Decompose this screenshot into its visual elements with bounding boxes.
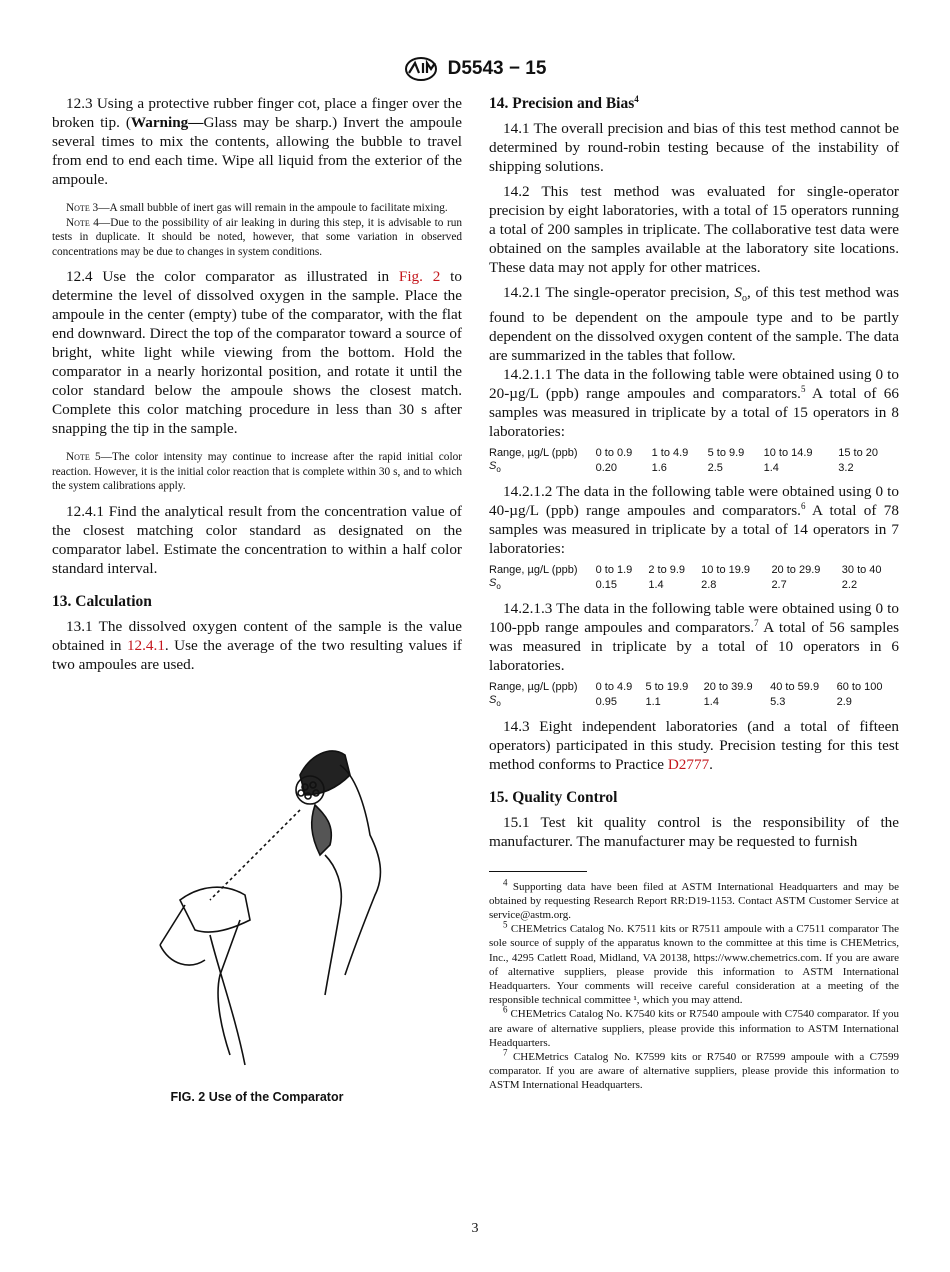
note-4: Note 4—Due to the possibility of air leaking in during this step, it is advisable to run tests in duplicate. It should be noted, however, that some variation in observed concentrations may be due to changes in system conditions. — [52, 216, 463, 258]
range-row: Range, µg/L (ppb) 0 to 4.9 5 to 19.9 20 to 39.9 40 to 59.9 60 to 100 — [489, 681, 899, 694]
so-value-cell: 2.8 — [701, 578, 717, 591]
so-row: $S_o$ 0.20 1.6 2.5 1.4 3.2 — [489, 460, 899, 476]
range-cell: 10 to 19.9 — [701, 564, 751, 577]
so-row: $S_o$ 0.15 1.4 2.8 2.7 2.2 — [489, 577, 899, 593]
right-column — [489, 92, 899, 1093]
so-value-cell: 1.1 — [645, 696, 661, 708]
so-value-cell: 3.2 — [838, 461, 854, 474]
so-value-cell: 1.6 — [651, 461, 667, 474]
range-cell: 2 to 9.9 — [648, 564, 686, 577]
para-14-2-1-3: 14.2.1.3 The data in the following table were obtained using 0 to 100-ppb range ampoules and comparators.$^7$ A total of 56 samples was measured in triplicate by a total of 10 operators in 6 laboratories. — [489, 600, 899, 675]
precision-table-2 — [489, 564, 899, 593]
section-15-heading: 15. Quality Control — [489, 788, 618, 806]
range-cell: 40 to 59.9 — [770, 681, 820, 694]
footnote-5: $^5$ CHEMetrics Catalog No. K7511 kits or R7511 ampoule with a C7511 comparator The sole source of supply of the apparatus known to the committee at this time is CHEMetrics, Inc., 4295 Catlett Road, Midland, VA 20138, https://www.chemetrics.com. If you are aware of alternative suppliers, please provide this information to ASTM International Headquarters. Your comments will receive careful consideration at a meeting of the responsible technical committee ¹, which you may attend. — [489, 919, 900, 1007]
footnote-7: $^7$ CHEMetrics Catalog No. K7599 kits or R7540 or R7599 ampoule with a C7599 comparator. If you are aware of alternative suppliers, please provide this information to ASTM International Headquarters. — [489, 1047, 900, 1092]
para-13-1: 13.1 The dissolved oxygen content of the sample is the value obtained in 12.4.1. Use the average of the two resulting values if two ampoules are used. — [52, 617, 462, 673]
notes-3-4 — [52, 201, 462, 259]
range-row: Range, µg/L (ppb) 0 to 0.9 1 to 4.9 5 to 9.9 10 to 14.9 15 to 20 — [489, 447, 899, 460]
left-column — [52, 92, 462, 680]
so-value-cell: 0.20 — [595, 461, 618, 474]
precision-table-3 — [489, 681, 899, 710]
para-12-4: 12.4 Use the color comparator as illustrated in Fig. 2 to determine the level of dissolved oxygen in the sample. Place the ampoule in the center (empty) tube of the comparator, with the flat end downward. Direct the top of the comparator toward a source of bright, white light while viewing from the bottom. Hold the comparator in a nearly horizontal position, and rotate it until the color standard below the ampoule shows the closest match. Complete this color matching procedure in less than 30 s after snapping the tip in the sample. — [52, 268, 462, 437]
range-cell: 5 to 9.9 — [707, 447, 745, 460]
note-5-block — [52, 450, 462, 494]
section-14-heading: 14. Precision and Bias$^4$ — [489, 93, 639, 112]
range-cell: 30 to 40 — [841, 564, 882, 577]
footnotes — [489, 876, 900, 1093]
designation: D5543 − 15 — [447, 58, 547, 79]
para-14-3: 14.3 Eight independent laboratories (and a total of fifteen operators) participated in this study. Precision testing for this test method conforms to Practice D2777. — [489, 717, 899, 773]
d2777-link[interactable]: D2777 — [667, 755, 710, 773]
so-value-cell: 2.9 — [836, 696, 852, 708]
note-3: Note 3—A small bubble of inert gas will remain in the ampoule to facilitate mixing. — [66, 202, 448, 214]
so-value-cell: 1.4 — [763, 461, 779, 474]
comparator-illustration — [150, 735, 410, 1085]
para-12-4-1: 12.4.1 Find the analytical result from the concentration value of the closest matching color standard as designated on the comparator label. Estimate the concentration to within a half color standard interval. — [52, 502, 462, 577]
so-value-cell: 0.95 — [595, 696, 618, 708]
range-cell: 0 to 0.9 — [595, 447, 633, 460]
para-14-2-1-1: 14.2.1.1 The data in the following table were obtained using 0 to 20-µg/L (ppb) range ampoules and comparators.$^5$ A total of 66 samples was measured in triplicate by a total of 15 operators in 8 laboratories: — [489, 366, 899, 441]
so-value-cell: 2.7 — [771, 578, 787, 591]
para-14-1: 14.1 The overall precision and bias of this test method cannot be determined by round-robin testing because of the instability of shipping solutions. — [489, 120, 899, 175]
range-cell: 15 to 20 — [838, 447, 879, 460]
so-value-cell: 0.15 — [595, 578, 618, 591]
ref-12-4-1-link[interactable]: 12.4.1 — [126, 636, 165, 654]
range-cell: 20 to 29.9 — [771, 564, 821, 577]
so-value-cell: 2.5 — [707, 461, 723, 474]
section-13-heading: 13. Calculation — [52, 592, 152, 610]
footnote-4: $^4$ Supporting data have been filed at ASTM International Headquarters and may be obtained by requesting Research Report RR:D19-1153. Contact ASTM Customer Service at service@astm.org. — [489, 876, 899, 921]
precision-table-1 — [489, 447, 899, 476]
so-value-cell: 2.2 — [841, 578, 858, 591]
so-value-cell: 1.4 — [648, 578, 664, 591]
para-12-3: 12.3 Using a protective rubber finger cot, place a finger over the broken tip. (Warning—Glass may be sharp.) Invert the ampoule several times to mix the contents, allowing the bubble to travel from end to end each time. Wipe all liquid from the exterior of the ampoule. — [52, 95, 462, 188]
so-value-cell: 1.4 — [703, 696, 719, 708]
para-14-2: 14.2 This test method was evaluated for single-operator precision by eight laboratories, with a total of 15 operators running a total of 200 samples in triplicate. The collaborative test data were obtained on the samples available at the laboratory site locations. These data may not apply for other matrices. — [489, 183, 899, 276]
para-14-2-1: 14.2.1 The single-operator precision, $S_o$, of this test method was found to be dependent on the ampoule type and to be partly dependent on the dissolved oxygen content of the sample. The data are summarized in the tables that follow. — [489, 284, 899, 365]
note-5: Note 5—The color intensity may continue to increase after the rapid initial color reaction. However, it is the initial color reaction that is complete within 30 s, and to which the system calibrations apply. — [52, 451, 462, 492]
range-cell: 1 to 4.9 — [651, 447, 689, 460]
so-value-cell: 5.3 — [770, 696, 786, 708]
footnote-6: $^6$ CHEMetrics Catalog No. K7540 kits or R7540 ampoule with C7540 comparator. If you are aware of alternative suppliers, please provide this information to ASTM International Headquarters. — [489, 1004, 900, 1049]
figure-caption: FIG. 2 Use of the Comparator — [170, 1090, 344, 1104]
page-number: 3 — [471, 1221, 479, 1236]
footnote-divider — [489, 871, 587, 872]
fig-2-link[interactable]: Fig. 2 — [398, 268, 441, 285]
range-cell: 5 to 19.9 — [645, 681, 689, 694]
range-cell: 0 to 1.9 — [595, 564, 633, 577]
page-header — [0, 56, 950, 82]
range-cell: 20 to 39.9 — [703, 681, 753, 694]
range-row: Range, µg/L (ppb) 0 to 1.9 2 to 9.9 10 to 19.9 20 to 29.9 30 to 40 — [489, 564, 899, 577]
astm-logo-icon — [404, 56, 438, 82]
range-cell: 10 to 14.9 — [763, 447, 813, 460]
para-15-1: 15.1 Test kit quality control is the responsibility of the manufacturer. The manufacturer may be requested to furnish — [489, 813, 899, 850]
range-cell: 0 to 4.9 — [595, 681, 633, 694]
range-cell: 60 to 100 — [836, 681, 883, 694]
so-row: $S_o$ 0.95 1.1 1.4 5.3 2.9 — [489, 694, 899, 710]
para-14-2-1-2: 14.2.1.2 The data in the following table were obtained using 0 to 40-µg/L (ppb) range ampoules and comparators.$^6$ A total of 78 samples was measured in triplicate by a total of 14 operators in 7 laboratories: — [489, 483, 899, 558]
